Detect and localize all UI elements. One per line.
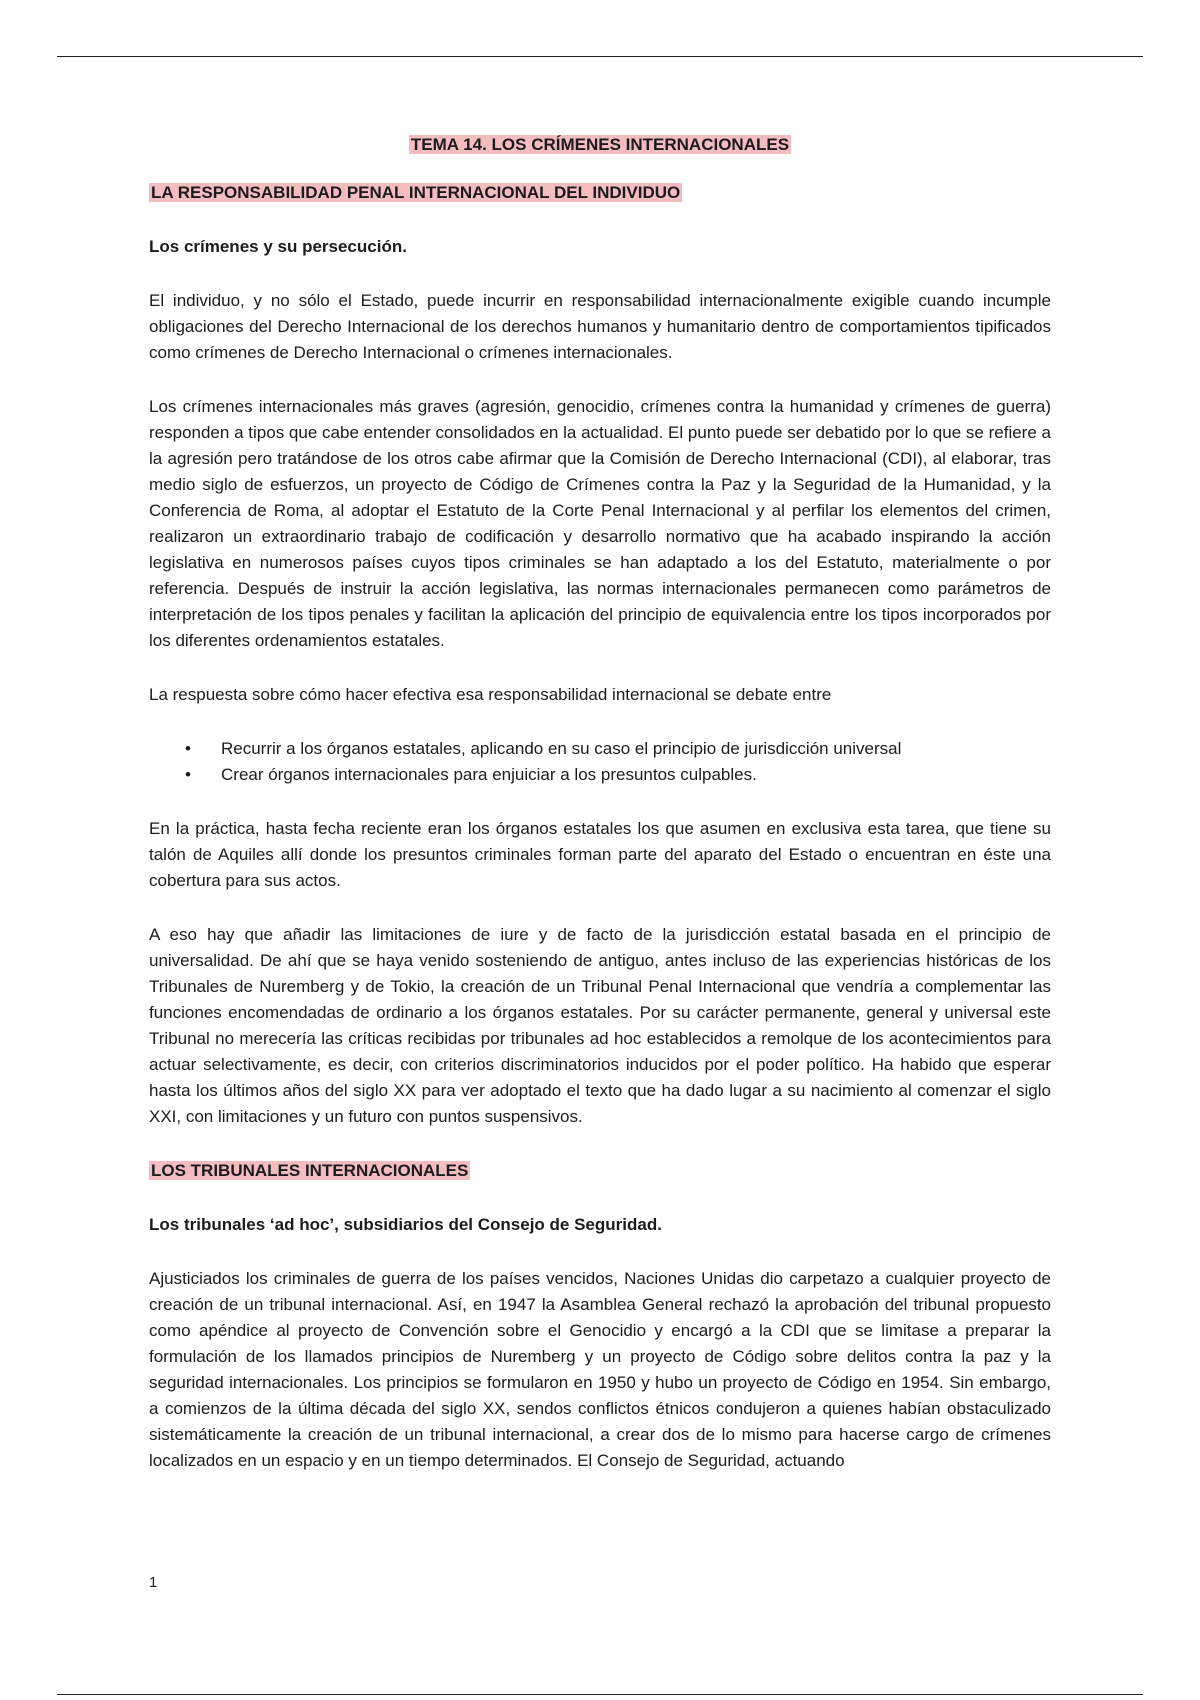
subheading-tribunales-ad-hoc: Los tribunales ‘ad hoc’, subsidiarios del Consejo de Seguridad. [149, 1215, 662, 1234]
page-number: 1 [149, 1574, 158, 1591]
document-title [149, 132, 1051, 158]
paragraph: A eso hay que añadir las limitaciones de iure y de facto de la jurisdicción estatal basada en el principio de universalidad. De ahí que se haya venido sosteniendo de antiguo, antes incluso de las experiencias históricas de los Tribunales de Nuremberg y de Tokio, la creación de un Tribunal Penal Internacional que vendría a complementar las funciones encomendadas de ordinario a los órganos estatales. Por su carácter permanente, general y universal este Tribunal no merecería las críticas recibidas por tribunales ad hoc establecidos a remolque de los acontecimientos para actuar selectivamente, es decir, con criterios discriminatorios inducidos por el poder político. Ha habido que esperar hasta los últimos años del siglo XX para ver adoptado el texto que ha dado lugar a su nacimiento al comenzar el siglo XXI, con limitaciones y un futuro con puntos suspensivos. [149, 925, 1051, 1126]
bullet-icon: • [185, 739, 191, 758]
paragraph: Ajusticiados los criminales de guerra de los países vencidos, Naciones Unidas dio carpetazo a cualquier proyecto de creación de un tribunal internacional. Así, en 1947 la Asamblea General rechazó la aprobación del tribunal propuesto como apéndice al proyecto de Convención sobre el Genocidio y encargó a la CDI que se limitase a preparar la formulación de los llamados principios de Nuremberg y un proyecto de Código sobre delitos contra la paz y la seguridad internacionales. Los principios se formularon en 1950 y hubo un proyecto de Código en 1954. Sin embargo, a comienzos de la última década del siglo XX, sendos conflictos étnicos condujeron a quienes habían obstaculizado sistemáticamente la creación de un tribunal internacional, a crear dos de lo mismo para hacerse cargo de crímenes localizados en un espacio y en un tiempo determinados. El Consejo de Seguridad, actuando [149, 1269, 1051, 1470]
header-rule [57, 56, 1143, 57]
list-item [185, 736, 1051, 762]
list-item-text: Crear órganos internacionales para enjuiciar a los presuntos culpables. [221, 765, 757, 784]
bullet-list [149, 736, 1051, 788]
list-item [185, 762, 1051, 788]
list-item-text: Recurrir a los órganos estatales, aplicando en su caso el principio de jurisdicción universal [221, 739, 902, 758]
paragraph: El individuo, y no sólo el Estado, puede incurrir en responsabilidad internacionalmente exigible cuando incumple obligaciones del Derecho Internacional de los derechos humanos y humanitario dentro de comportamientos tipificados como crímenes de Derecho Internacional o crímenes internacionales. [149, 291, 1051, 362]
paragraph: Los crímenes internacionales más graves (agresión, genocidio, crímenes contra la humanidad y crímenes de guerra) responden a tipos que cabe entender consolidados en la actualidad. El punto puede ser debatido por lo que se refiere a la agresión pero tratándose de los otros cabe afirmar que la Comisión de Derecho Internacional (CDI), al elaborar, tras medio siglo de esfuerzos, un proyecto de Código de Crímenes contra la Paz y la Seguridad de la Humanidad, y la Conferencia de Roma, al adoptar el Estatuto de la Corte Penal Internacional y al perfilar los elementos del crimen, realizaron un extraordinario trabajo de codificación y desarrollo normativo que ha acabado inspirando la acción legislativa en numerosos países cuyos tipos criminales se han adaptado a los del Estatuto, materialmente o por referencia. Después de instruir la acción legislativa, las normas internacionales permanecen como parámetros de interpretación de los tipos penales y facilitan la aplicación del principio de equivalencia entre los tipos incorporados por los diferentes ordenamientos estatales. [149, 397, 1051, 650]
subheading-crimenes: Los crímenes y su persecución. [149, 237, 407, 256]
bullet-icon: • [185, 765, 191, 784]
footer-rule [57, 1694, 1143, 1695]
section-heading-tribunales: LOS TRIBUNALES INTERNACIONALES [151, 1161, 469, 1180]
document-body [149, 132, 1051, 1502]
section-heading-responsabilidad: LA RESPONSABILIDAD PENAL INTERNACIONAL DEL INDIVIDUO [151, 183, 681, 202]
paragraph: La respuesta sobre cómo hacer efectiva esa responsabilidad internacional se debate entre [149, 685, 832, 704]
title-text: TEMA 14. LOS CRÍMENES INTERNACIONALES [410, 135, 790, 154]
paragraph: En la práctica, hasta fecha reciente eran los órganos estatales los que asumen en exclusiva esta tarea, que tiene su talón de Aquiles allí donde los presuntos criminales forman parte del aparato del Estado o encuentran en éste una cobertura para sus actos. [149, 819, 1051, 890]
